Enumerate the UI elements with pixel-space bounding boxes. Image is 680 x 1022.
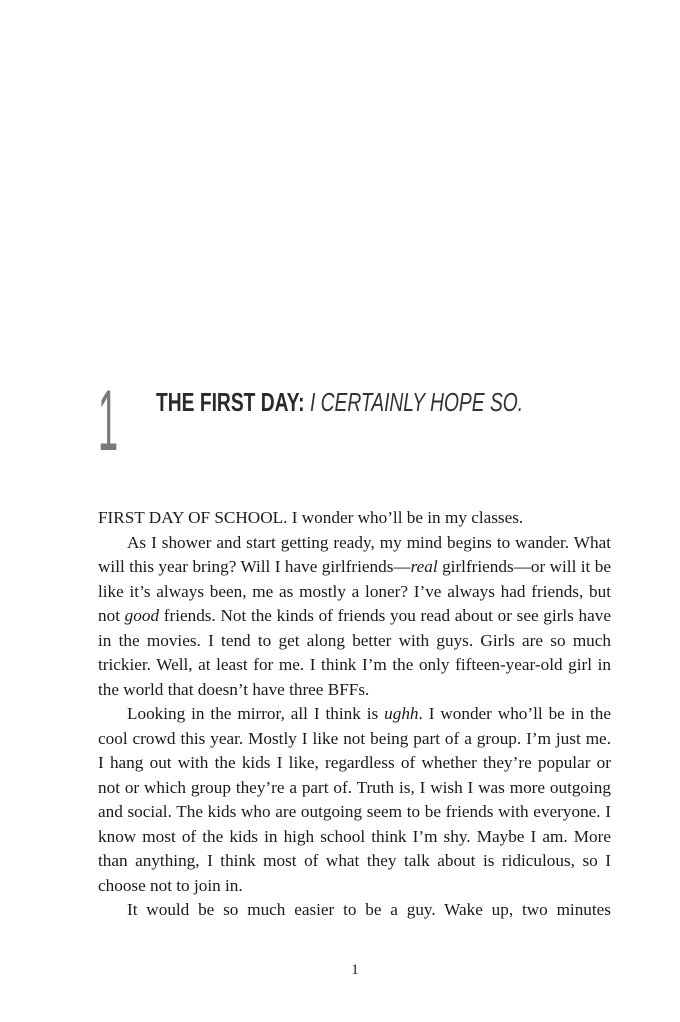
chapter-subtitle: I CERTAINLY HOPE SO.: [309, 387, 524, 417]
page-number: 1: [351, 962, 359, 978]
text-run: friends. Not the kinds of friends you read about or see girls have in the movies. I tend to get along better with guys. Girls are so much trickier. Well, at least for me. I think I’m the only fifteen-year-old girl in the world that doesn’t have three BFFs.: [98, 606, 611, 699]
chapter-heading: [156, 384, 523, 420]
text-run: FIRST DAY OF SCHOOL. I wonder who’ll be in my classes.: [98, 508, 524, 527]
text-run: Looking in the mirror, all I think is: [127, 704, 385, 723]
emphasis: good: [124, 606, 160, 625]
paragraph: [98, 506, 611, 531]
text-run: It would be so much easier to be a guy. Wake up, two minutes: [127, 900, 611, 919]
text-run: As I shower and start getting ready, my mind begins to wander. What will this year bring? Will I have girlfriends—: [98, 532, 611, 576]
body-text: [98, 506, 611, 923]
paragraph: [98, 702, 611, 898]
chapter-number: 1: [98, 373, 119, 469]
text-run: girlfriends—or will it be like it’s always been, me as mostly a loner? I’ve always had friends, but not: [98, 557, 611, 625]
emphasis: ughh: [384, 704, 419, 723]
emphasis: real: [410, 557, 438, 576]
text-run: . I wonder who’ll be in the cool crowd this year. Mostly I like not being part of a group. I’m just me. I hang out with the kids I like, regardless of whether they’re popular or not or which group they’re a part of. Truth is, I wish I was more outgoing and social. The kids who are outgoing seem to be friends with everyone. I know most of the kids in high school think I’m shy. Maybe I am. More than anything, I think most of what they talk about is ridiculous, so I choose not to join in.: [98, 704, 612, 895]
paragraph: [98, 531, 611, 703]
paragraph: [98, 898, 611, 923]
chapter-title: THE FIRST DAY:: [156, 387, 305, 417]
